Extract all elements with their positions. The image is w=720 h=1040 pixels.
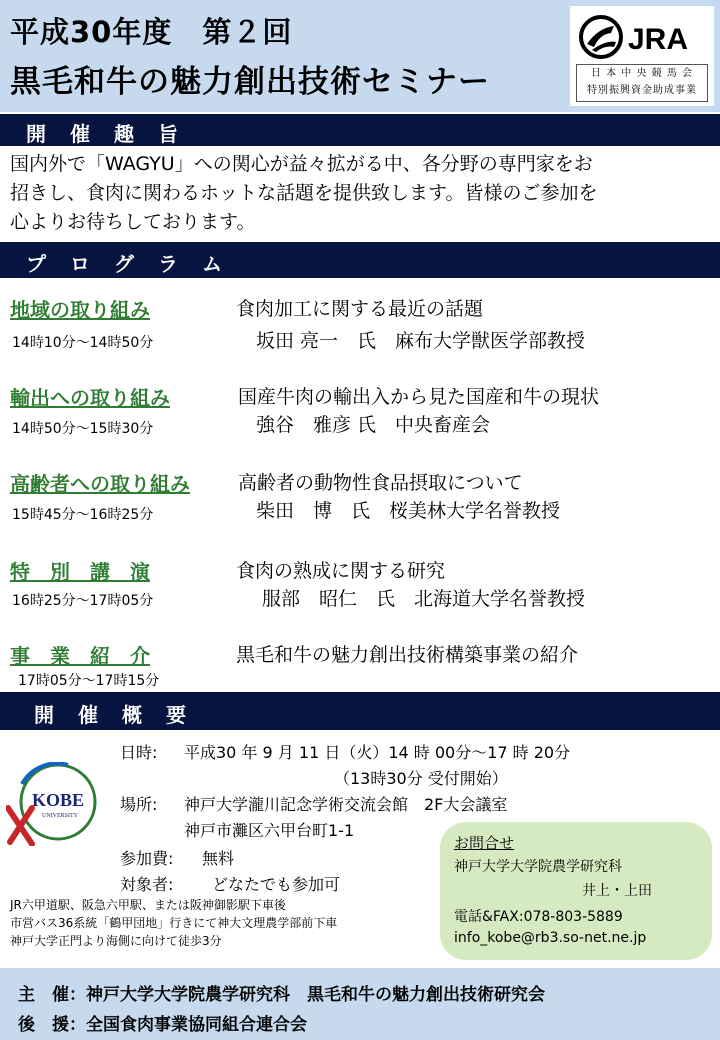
- address: 神戸市灘区六甲台町1-1: [184, 821, 355, 840]
- program-time: 17時05分～17時15分: [18, 673, 160, 689]
- section-title-program: プ ロ グ ラ ム: [26, 252, 224, 276]
- program-time: 16時25分～17時05分: [12, 593, 154, 609]
- contact-box: [440, 822, 712, 960]
- kobe-logo-subtext: UNIVERSITY: [42, 813, 78, 819]
- section-title-overview: 開 催 概 要: [34, 703, 188, 727]
- page-title-line1: 平成30年度 第２回: [10, 15, 293, 49]
- program-category: 事 業 紹 介: [10, 644, 150, 668]
- target-value: どなたでも参加可: [212, 875, 341, 894]
- access-line: JR六甲道駅、阪急六甲駅、または阪神御影駅下車後: [10, 898, 286, 912]
- intro-text: [10, 150, 710, 237]
- program-speaker: 強谷 雅彦 氏 中央畜産会: [256, 414, 491, 436]
- date-value: 平成30 年 9 月 11 日（火）14 時 00分～17 時 20分: [184, 743, 571, 762]
- footer-banner: [0, 968, 720, 1040]
- program-topic: 黒毛和牛の魅力創出技術構築事業の紹介: [236, 644, 579, 666]
- fee-value: 無料: [202, 849, 235, 868]
- contact-phone: 電話&FAX:078-803-5889: [454, 909, 623, 925]
- access-line: 神戸大学正門より海側に向けて徒歩3分: [10, 934, 222, 948]
- jra-subtitle: [576, 64, 708, 102]
- program-topic: 国産牛肉の輸出入から見た国産和牛の現状: [238, 386, 600, 408]
- kobe-university-logo: [6, 762, 104, 846]
- section-bar-overview: [0, 692, 720, 730]
- section-bar-program: [0, 242, 720, 278]
- program-category: 地域の取り組み: [10, 298, 150, 322]
- program-category: 高齢者への取り組み: [10, 472, 190, 496]
- program-speaker: 坂田 亮一 氏 麻布大学獣医学部教授: [256, 330, 586, 352]
- jra-logo-box: [570, 6, 714, 106]
- footer-support: 後 援：全国食肉事業協同組合連合会: [18, 1015, 307, 1035]
- intro-line: 心よりお待ちしております。: [10, 211, 256, 233]
- jra-sub-line2: 特別振興資金助成事業: [587, 85, 697, 96]
- section-title-purpose: 開 催 趣 旨: [26, 122, 180, 146]
- intro-line: 招きし、食肉に関わるホットな話題を提供致します。皆様のご参加を: [10, 182, 598, 204]
- access-line: 市営バス36系統「鶴甲団地」行きにて神大文理農学部前下車: [10, 916, 338, 930]
- program-speaker: 柴田 博 氏 桜美林大学名誉教授: [256, 500, 561, 522]
- reception-time: （13時30分 受付開始）: [334, 769, 508, 788]
- jra-logo: [578, 14, 706, 60]
- program-topic: 食肉の熟成に関する研究: [236, 560, 446, 582]
- program-category: 特 別 講 演: [10, 560, 150, 584]
- program-time: 14時50分～15時30分: [12, 421, 154, 437]
- kobe-logo-text: KOBE: [31, 790, 85, 810]
- program-time: 15時45分～16時25分: [12, 507, 154, 523]
- header-banner: [0, 0, 720, 112]
- page-title-line2: 黒毛和牛の魅力創出技術セミナー: [10, 64, 490, 100]
- intro-line: 国内外で「WAGYU」への関心が益々拡がる中、各分野の専門家をお: [10, 153, 593, 175]
- target-label: 対象者:: [120, 875, 174, 894]
- program-speaker: 服部 昭仁 氏 北海道大学名誉教授: [262, 588, 586, 610]
- jra-logo-text: JRA: [628, 23, 689, 56]
- program-topic: 高齢者の動物性食品摂取について: [238, 472, 523, 494]
- jra-sub-line1: 日 本 中 央 競 馬 会: [590, 68, 694, 79]
- date-label: 日時:: [120, 743, 158, 762]
- footer-host: 主 催：神戸大学大学院農学研究科 黒毛和牛の魅力創出技術研究会: [18, 985, 545, 1005]
- contact-names: 井上・上田: [582, 883, 652, 899]
- fee-label: 参加費:: [120, 849, 174, 868]
- place-value: 神戸大学瀧川記念学術交流会館 2F大会議室: [184, 795, 508, 814]
- contact-email[interactable]: info_kobe@rb3.so-net.ne.jp: [454, 930, 647, 946]
- section-bar-purpose: [0, 114, 720, 146]
- program-time: 14時10分～14時50分: [12, 335, 154, 351]
- contact-org: 神戸大学大学院農学研究科: [454, 859, 622, 875]
- program-category: 輸出への取り組み: [10, 386, 170, 410]
- contact-title: お問合せ: [454, 834, 515, 852]
- place-label: 場所:: [120, 795, 158, 814]
- program-topic: 食肉加工に関する最近の話題: [236, 298, 484, 320]
